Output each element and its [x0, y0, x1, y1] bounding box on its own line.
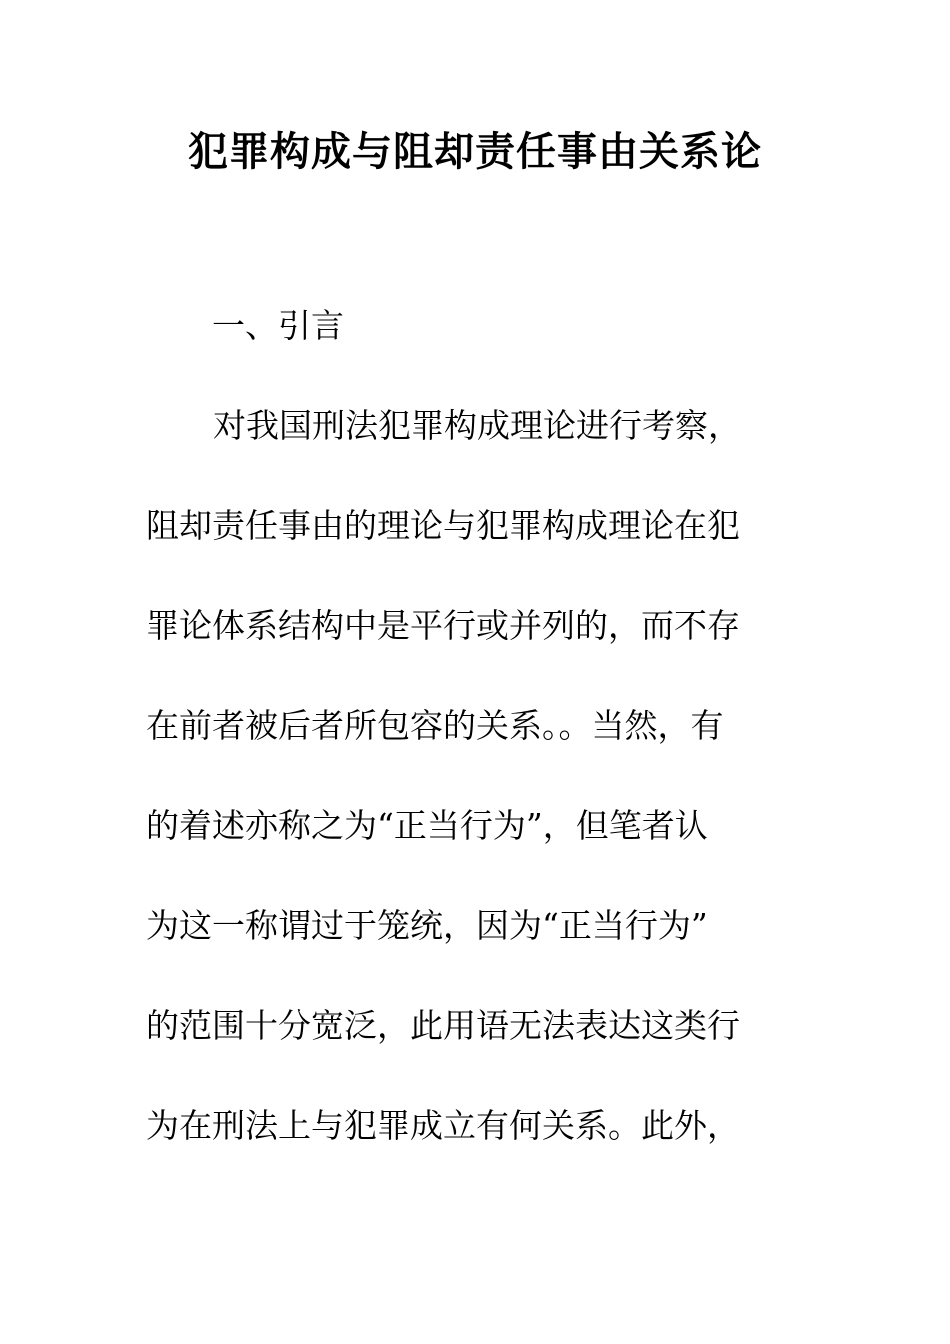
- paragraph-line-3: 罪论体系结构中是平行或并列的，而不存: [146, 606, 740, 645]
- paragraph-line-1: 对我国刑法犯罪构成理论进行考察，: [213, 406, 741, 445]
- paragraph-line-7: 的范围十分宽泛，此用语无法表达这类行: [146, 1006, 740, 1045]
- paragraph-line-8: 为在刑法上与犯罪成立有何关系。此外，: [146, 1106, 740, 1145]
- paragraph-line-2: 阻却责任事由的理论与犯罪构成理论在犯: [146, 506, 740, 545]
- paragraph-line-5: 的着述亦称之为“正当行为”，但笔者认: [146, 806, 708, 845]
- section-heading: 一、引言: [212, 306, 344, 345]
- paragraph-line-6: 为这一称谓过于笼统，因为“正当行为”: [146, 906, 708, 945]
- document-title: 犯罪构成与阻却责任事由关系论: [188, 128, 762, 175]
- paragraph-line-4: 在前者被后者所包容的关系。。当然，有: [146, 706, 724, 745]
